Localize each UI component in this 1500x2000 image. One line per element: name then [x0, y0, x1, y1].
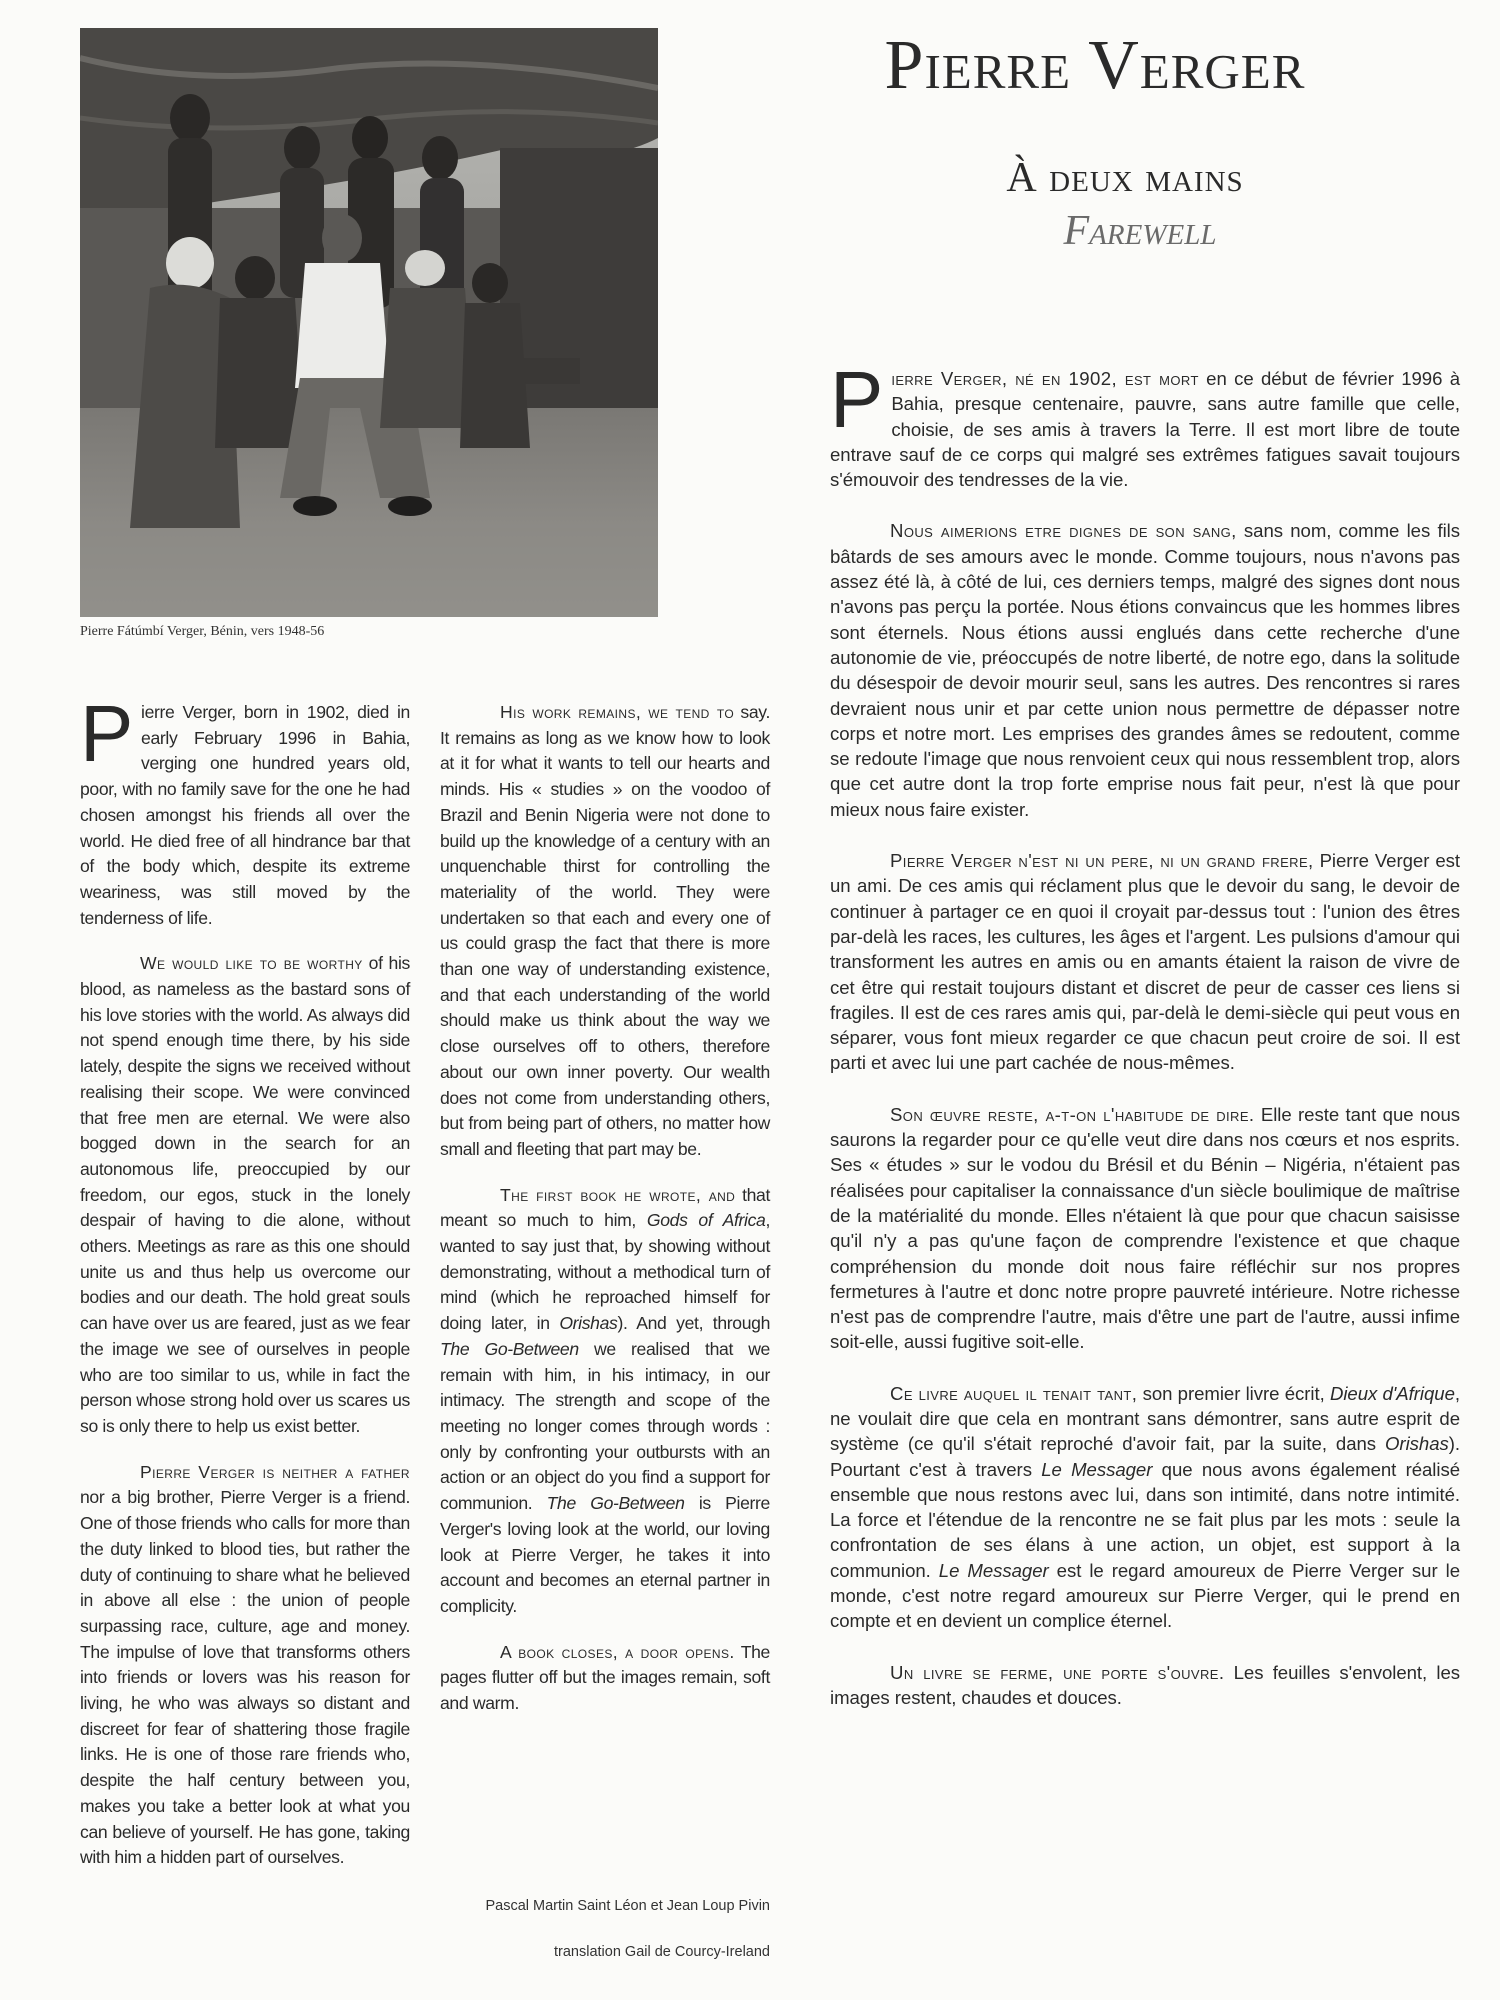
- english-p1-text: ierre Verger, born in 1902, died in early February 1996 in Bahia, verging one hundred years old, poor, with no family save for the one he had chosen amongst his friends all over the world. He died free of all hindrance bar that of the body which, despite its extreme weariness, was still moved by the tenderness of life.: [80, 702, 410, 928]
- english-p4-lead: His work remains, we tend to: [500, 702, 735, 722]
- french-p2-text: sans nom, comme les fils bâtards de ses amours avec le monde. Comme toujours, nous n'avons pas assez été là, à côté de lui, ces derniers temps, malgré des signes dont nous n'avons pas perçu la portée. Nous étions convaincus que les hommes libres sont éternels. Nous étions aussi englués dans cette recherche d'une autonomie de vie, préoccupés de notre liberté, de notre ego, dans la solitude du désespoir de devoir mourir seul, sans les autres. Des rencontres si rares devraient nous unir et par cette union nous permettre de dépasser notre corps et notre mort. Les emprises des grandes âmes se redoutent, comme se redoute l'image que nous renvoient ceux qui nous ressemblent trop, alors que cet autre dont la trop forte emprise nous fait peur, n'est là que pour mieux nous faire exister.: [830, 520, 1460, 820]
- french-paragraph-2: [830, 518, 1460, 822]
- french-p5-text-e: est le regard amoureux de Pierre Verger sur le monde, c'est notre regard amoureux sur Pierre Verger, qui le prend en compte et en devient un complice éternel.: [830, 1559, 1460, 1632]
- french-p6-text: Les feuilles s'envolent, les images restent, chaudes et douces.: [830, 1661, 1460, 1708]
- english-paragraph-4: [440, 700, 770, 1163]
- english-p2-lead: We would like to be worthy: [140, 953, 363, 974]
- book-title: Le Messager: [938, 1559, 1049, 1581]
- english-p2-text: of his blood, as nameless as the bastard sons of his love stories with the world. As always did not spend enough time there, by his side lately, despite the signs we received without realising their scope. We were convinced that free men are eternal. We were also bogged down in the search for an autonomous life, preoccupied by our freedom, our egos, stuck in the lonely despair of having to die alone, without others. Meetings as rare as this one should unite us and thus help us overcome our bodies and our death. The hold great souls can have over us are feared, just as we fear the image we see of ourselves in people who are too similar to us, while in fact the person whose strong hold over us scares us so is only there to help us exist better.: [80, 953, 410, 1436]
- book-title: The Go-Between: [546, 1493, 685, 1514]
- english-p5-text-c: ). And yet, through: [617, 1313, 770, 1334]
- french-paragraph-1: [830, 355, 1461, 492]
- english-p4-text: say. It remains as long as we know how to look at it for what it wants to tell our hearts and minds. His « studies » on the voodoo of Brazil and Benin Nigeria were not done to build up the knowledge of a century with an unquenchable thirst for controlling the materiality of the world. They were undertaken so that each and every one of us could grasp the fact that there is more than one way of understanding existence, and that each understanding of the world should make us think about the way we close ourselves off to others, therefore about our own inner poverty. Our wealth does not come from understanding others, but from being part of others, no matter how small and fleeting that part may be.: [440, 702, 770, 1159]
- book-title: Le Messager: [1041, 1458, 1153, 1480]
- french-paragraph-3: [830, 848, 1460, 1076]
- drop-cap: P: [80, 689, 134, 778]
- authors-credit: Pascal Martin Saint Léon et Jean Loup Pivin: [485, 1898, 770, 1914]
- french-p5-text-b: , ne voulait dire que cela en montrant sans démontrer, sans autre esprit de système (ce qu'il s'était reproché d'avoir fait, par la suite, dans: [830, 1382, 1460, 1455]
- french-p2-lead: Nous aimerions etre dignes de son sang,: [890, 520, 1237, 542]
- english-p5-text-d: we realised that we remain with him, in his intimacy, in our intimacy. The strength and scope of the meeting no longer comes through words : only by confronting your outbursts with an action or an object do you find a support for communion.: [440, 1338, 770, 1514]
- farewell-heading: Farewell: [1063, 208, 1217, 254]
- english-paragraph-2: [80, 951, 410, 1439]
- subtitle: À deux mains: [1006, 155, 1244, 201]
- english-p3-lead: Pierre Verger is neither a father: [140, 1461, 410, 1482]
- french-p5-lead: Ce livre auquel il tenait tant,: [890, 1382, 1138, 1404]
- english-column-1: [80, 689, 410, 1891]
- english-paragraph-5: [440, 1183, 770, 1620]
- french-p4-lead: Son œuvre reste, a-t-on l'habitude de dire.: [890, 1103, 1255, 1125]
- photo-caption: Pierre Fátúmbí Verger, Bénin, vers 1948-56: [80, 624, 325, 639]
- book-title: The Go-Between: [440, 1338, 579, 1359]
- english-p3-text: nor a big brother, Pierre Verger is a friend. One of those friends who calls for more than the duty linked to blood ties, but rather the duty of continuing to share what he believed in above all else : the union of people surpassing race, culture, age and money. The impulse of love that transforms others into friends or lovers was his reason for living, he who was always so distant and discreet for fear of shattering those fragile links. He is one of those rare friends who, despite the half century between you, makes you take a better look at what you can believe of yourself. He has gone, taking with him a hidden part of ourselves.: [80, 1487, 410, 1868]
- english-p6-text: The pages flutter off but the images remain, soft and warm.: [440, 1641, 770, 1714]
- book-title: Gods of Africa: [646, 1210, 766, 1231]
- english-paragraph-1: [80, 689, 410, 931]
- english-p5-text-b: , wanted to say just that, by showing without demonstrating, without a methodical turn of mind (which he reproached himself for doing later, in: [440, 1210, 771, 1334]
- english-p5-text-a: that meant so much to him,: [440, 1184, 771, 1231]
- french-p6-lead: Un livre se ferme, une porte s'ouvre.: [890, 1661, 1225, 1683]
- french-paragraph-5: [830, 1381, 1460, 1634]
- french-p5-text-d: que nous avons également réalisé ensemble que nous restons avec lui, dans son intimité, dans notre intimité. La force et l'étendue de la rencontre ne se fait plus par les mots : seule la confrontation de ses élans à une action, un objet, est support à la communion.: [830, 1458, 1460, 1581]
- photograph: [80, 28, 658, 617]
- book-title: Orishas: [1385, 1433, 1449, 1455]
- french-column: [830, 355, 1461, 1736]
- french-paragraph-4: [830, 1102, 1460, 1355]
- english-column-2: [440, 700, 770, 1737]
- french-p1-lead: ierre Verger, né en 1902, est mort: [891, 368, 1199, 389]
- english-paragraph-3: [80, 1460, 410, 1871]
- french-p4-text: Elle reste tant que nous saurons la regarder pour ce qu'elle veut dire dans nos cœurs et nos esprits. Ses « études » sur le vodou du Brésil et du Bénin – Nigéria, n'étaient pas réalisées pour capitaliser la connaissance d'un siècle boulimique de maîtrise de la matérialité du monde. Elles n'étaient là que pour que chacun saisisse qu'il n'y a pas qu'une façon de comprendre l'existence et que chaque compréhension du monde doit nous faire réfléchir sur nos propres fermetures à l'autre et donc notre propre pauvreté intérieure. Notre richesse n'est pas de comprendre l'autre, mais d'être une part de l'autre, aussi infime soit-elle, aussi fugitive soit-elle.: [830, 1103, 1461, 1353]
- english-p6-lead: A book closes, a door opens.: [500, 1641, 735, 1662]
- book-title: Dieux d'Afrique: [1329, 1382, 1455, 1404]
- french-p1-text: en ce début de février 1996 à Bahia, presque centenaire, pauvre, sans autre famille que celle, choisie, de ses amis à travers la Terre. Il est mort libre de toute entrave sauf de ce corps qui malgré ses extrêmes fatigues savait toujours s'émouvoir des tendresses de la vie.: [830, 368, 1461, 491]
- drop-cap: P: [830, 355, 884, 444]
- english-p5-text-e: is Pierre Verger's loving look at the world, our loving look at Pierre Verger, he takes it into account and becomes an eternal partner in complicity.: [440, 1493, 770, 1616]
- photo-scene: [80, 28, 658, 617]
- title-block: [700, 26, 1490, 256]
- french-p3-text: Pierre Verger est un ami. De ces amis qui réclament plus que le devoir du sang, le devoir de continuer à partager ce en quoi il croyait par-dessus tout : l'union des êtres par-delà les races, les cultures, les âges et l'argent. Les pulsions d'amour qui transforment les autres en amis ou en amants étaient la raison de vivre de cet être qui restait toujours distant et discret de peur de casser ces liens si fragiles. Il est de ces rares amis qui, par-delà le demi-siècle qui peut vous en séparer, vous font mieux regarder ce que chacun peut croire de soi. Il est parti et avec lui une part cachée de nous-mêmes.: [830, 850, 1460, 1074]
- book-title: Orishas: [559, 1313, 618, 1334]
- french-p5-text-a: son premier livre écrit,: [1137, 1382, 1330, 1404]
- french-p3-lead: Pierre Verger n'est ni un pere, ni un grand frere,: [890, 850, 1314, 872]
- french-paragraph-6: [830, 1660, 1460, 1711]
- english-paragraph-6: [440, 1640, 770, 1717]
- translation-credit: translation Gail de Courcy-Ireland: [554, 1944, 770, 1960]
- page-title: Pierre Verger: [884, 27, 1306, 104]
- english-p5-lead: The first book he wrote, and: [500, 1184, 736, 1205]
- french-p5-text-c: ). Pourtant c'est à travers: [830, 1433, 1460, 1480]
